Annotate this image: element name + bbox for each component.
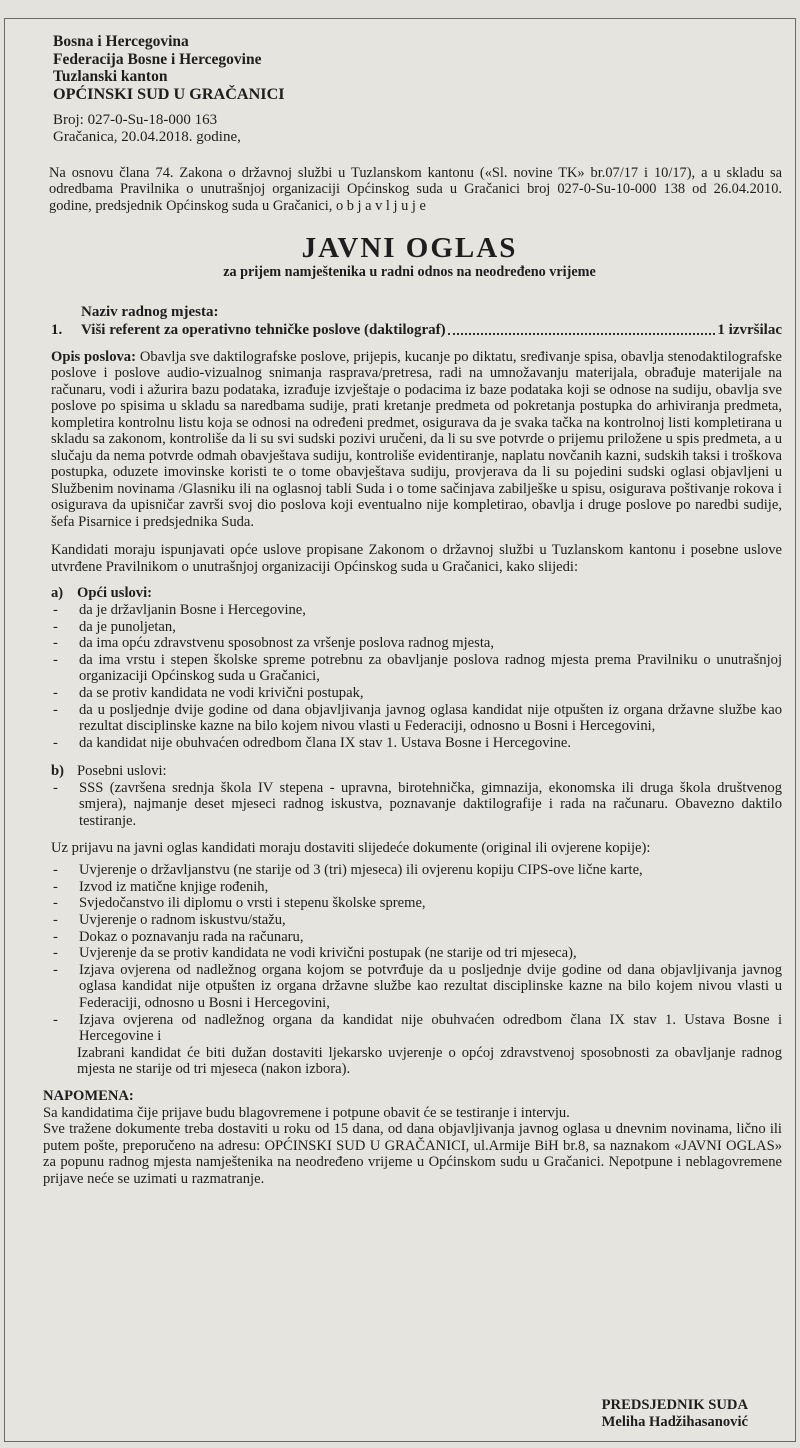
conditions-intro: Kandidati moraju ispunjavati opće uslove propisane Zakonom o državnoj službi u Tuzlanskom kantonu i posebne uslove utvrđene Pravilnikom o unutrašnjoj organizaciji Općinskog suda u Gračanici, kako slijedi: bbox=[51, 542, 782, 575]
leader-dots bbox=[448, 322, 716, 335]
general-conditions-heading bbox=[51, 585, 782, 602]
signature-block bbox=[602, 1397, 748, 1431]
document-meta bbox=[53, 112, 782, 146]
signature-role: PREDSJEDNIK SUDA bbox=[601, 1397, 748, 1413]
header-line-country: Bosna i Hercegovina bbox=[53, 33, 189, 50]
section-title: Opći uslovi: bbox=[77, 585, 153, 602]
documents-list bbox=[51, 862, 782, 1045]
intro-paragraph: Na osnovu člana 74. Zakona o državnoj službi u Tuzlanskom kantonu («Sl. novine TK» br.07/17 i 10/17), a u skladu sa odredbama Pravilnika o unutrašnjoj organizaciji Općinskog suda u Gračanici broj 027-0-Su-10-000 138 od 26.04.2010. godine, predsjednik Općinskog suda u Gračanici, o b j a v l j u j e bbox=[49, 165, 782, 214]
special-conditions-heading bbox=[51, 763, 782, 780]
job-count: 1 izvršilac bbox=[717, 322, 782, 339]
page-subtitle: za prijem namještenika u radni odnos na neodređeno vrijeme bbox=[223, 263, 596, 280]
list-item: - da je punoljetan, bbox=[53, 618, 176, 635]
section-title: Posebni uslovi: bbox=[77, 763, 167, 780]
list-item: - Uvjerenje o državljanstvu (ne starije od 3 (tri) mjeseca) ili ovjerenu kopiju CIPS-ove lične karte, bbox=[53, 862, 643, 879]
list-item: - Dokaz o poznavanju rada na računaru, bbox=[53, 928, 304, 945]
job-title: Viši referent za operativno tehničke poslove (daktilograf) bbox=[81, 322, 446, 339]
header-line-court: OPĆINSKI SUD U GRAČANICI bbox=[53, 84, 285, 103]
job-description bbox=[51, 349, 782, 531]
document-page bbox=[4, 18, 796, 1442]
header-line-federation: Federacija Bosne i Hercegovine bbox=[53, 50, 262, 68]
job-label: Naziv radnog mjesta: bbox=[81, 304, 219, 321]
section-letter: b) bbox=[51, 763, 64, 780]
note-line-1: Sa kandidatima čije prijave budu blagovremene i potpune obavit će se testiranje i intervju. bbox=[43, 1104, 570, 1121]
list-item: - Uvjerenje o radnom iskustvu/stažu, bbox=[53, 912, 286, 929]
list-item: - da kandidat nije obuhvaćen odredbom člana IX stav 1. Ustava Bosne i Hercegovine. bbox=[53, 734, 571, 751]
list-item: - Izvod iz matične knjige rođenih, bbox=[53, 878, 269, 895]
description-label: Opis poslova: bbox=[51, 348, 136, 365]
job-line bbox=[51, 322, 782, 339]
job-number: 1. bbox=[51, 322, 63, 339]
list-item: - da je državljanin Bosne i Hercegovine, bbox=[53, 601, 306, 618]
list-item: - da u posljednje dvije godine od dana objavljivanja javnog oglasa kandidat nije otpušten iz organa državne službe kao rezultat disciplinske kazne na bilo kojem nivou vlasti u Federaciji, odnosno u Bosni i Hercegovini, bbox=[53, 701, 782, 735]
header-line-canton: Tuzlanski kanton bbox=[53, 68, 168, 85]
court-header bbox=[53, 33, 782, 103]
list-item: - Izjava ovjerena od nadležnog organa kojom se potvrđuje da u posljednje dvije godine od dana objavljivanja javnog oglasa kandidat nije otpušten iz organa državne službe kao rezultat disciplinske kazne na bilo kojem nivou vlasti u Federaciji, odnosno u Bosni i Hercegovini, bbox=[53, 961, 782, 1012]
list-item: - da ima opću zdravstvenu sposobnost za vršenje poslova radnog mjesta, bbox=[53, 635, 495, 652]
note-title: NAPOMENA: bbox=[43, 1087, 134, 1104]
medical-certificate-note: Izabrani kandidat će biti dužan dostaviti ljekarsko uvjerenje o općoj zdravstvenoj sposobnosti za obavljanje radnog mjesta ne starije od tri mjeseca (nakon izbora). bbox=[77, 1044, 782, 1078]
list-item: - da ima vrstu i stepen školske spreme potrebnu za obavljanje poslova radnog mjesta prema Pravilniku o unutrašnjoj organizaciji Općinskog suda u Gračanici, bbox=[53, 651, 782, 685]
note-line-2: Sve tražene dokumente treba dostaviti u roku od 15 dana, od dana objavljivanja javnog oglasa u dnevnim novinama, lično ili putem pošte, preporučeno na adresu: OPĆINSKI SUD U GRAČANICI, ul.Armije BiH br.8, sa naznakom «JAVNI OGLAS» za popunu radnog mjesta namještenika na neodređeno vrijeme u Općinskom sudu u Gračanici. Nepotpune i neblagovremene prijave neće se uzimati u razmatranje. bbox=[43, 1121, 782, 1187]
document-date: Gračanica, 20.04.2018. godine, bbox=[53, 129, 241, 145]
description-text: Obavlja sve daktilografske poslove, prijepis, kucanje po diktatu, sređivanje spisa, obavlja stenodaktilografske poslove i poslove audio-vizualnog snimanja rasprava/pretresa, radi na umnožavanju materijala, obrađuje materijale na računaru, vodi i ažurira bazu podataka, izrađuje izvještaje o podacima iz baze podataka koji se odnose na sudiju, obavlja sve poslove po spisima u skladu sa naredbama sudije, prati kretanje predmeta od pokretanja postupka do arhiviranja predmeta, kompletira kontrolnu listu koja se odnosi na određeni predmet, osigurava da je svaka tačka na kontrolnoj listi kompletirana u skladu sa zakonom, kontroliše da li su svi sudski pozivi uručeni, da li su sve potvrde o prijemu priložene u spis predmeta, a u slučaju da nema potvrde odmah obavještava sudiju, kontroliše evidentiranje, naplatu novčanih kazni, sudskih taksi i troškova postupka, oduzete imovinske koristi te o tome obavještava sudiju, provjerava da li su pojedini sudski oglasi objavljeni u Službenim novinama /Glasniku ili na oglasnoj tabli Suda i o tome sačinjava zabilješke u spisu, osigurava poštivanje rokova i osigurava da upisničar završi svoj dio poslova koji eventualno nije kompletirao, obavlja i druge poslove po naredbi sudije, šefa Pisarnice i predsjednika Suda. bbox=[51, 348, 782, 530]
page-title: JAVNI OGLAS bbox=[301, 231, 518, 264]
general-conditions-list bbox=[51, 602, 782, 751]
list-item: - SSS (završena srednja škola IV stepena - upravna, birotehnička, gimnazija, ekonomska ili druga škola društvenog smjera), najmanje deset mjeseci radnog iskustva, poznavanje daktilografije i rada na računaru. Obavezno daktilo testiranje. bbox=[53, 779, 782, 830]
signature-name: Meliha Hadžihasanović bbox=[601, 1414, 748, 1430]
list-item: - Uvjerenje da se protiv kandidata ne vodi krivični postupak (ne starije od tri mjeseca), bbox=[53, 945, 577, 962]
section-letter: a) bbox=[51, 585, 64, 602]
special-conditions-list bbox=[51, 780, 782, 830]
documents-intro: Uz prijavu na javni oglas kandidati moraju dostaviti slijedeće dokumente (original ili ovjerene kopije): bbox=[51, 839, 651, 856]
reference-number: Broj: 027-0-Su-18-000 163 bbox=[53, 112, 218, 128]
list-item: - da se protiv kandidata ne vodi krivični postupak, bbox=[53, 684, 364, 701]
list-item: - Svjedočanstvo ili diplomu o vrsti i stepenu školske spreme, bbox=[53, 895, 426, 912]
list-item: - Izjava ovjerena od nadležnog organa da kandidat nije obuhvaćen odredbom člana IX stav 1. Ustava Bosne i Hercegovine i bbox=[53, 1011, 782, 1045]
document-content bbox=[37, 33, 782, 1188]
